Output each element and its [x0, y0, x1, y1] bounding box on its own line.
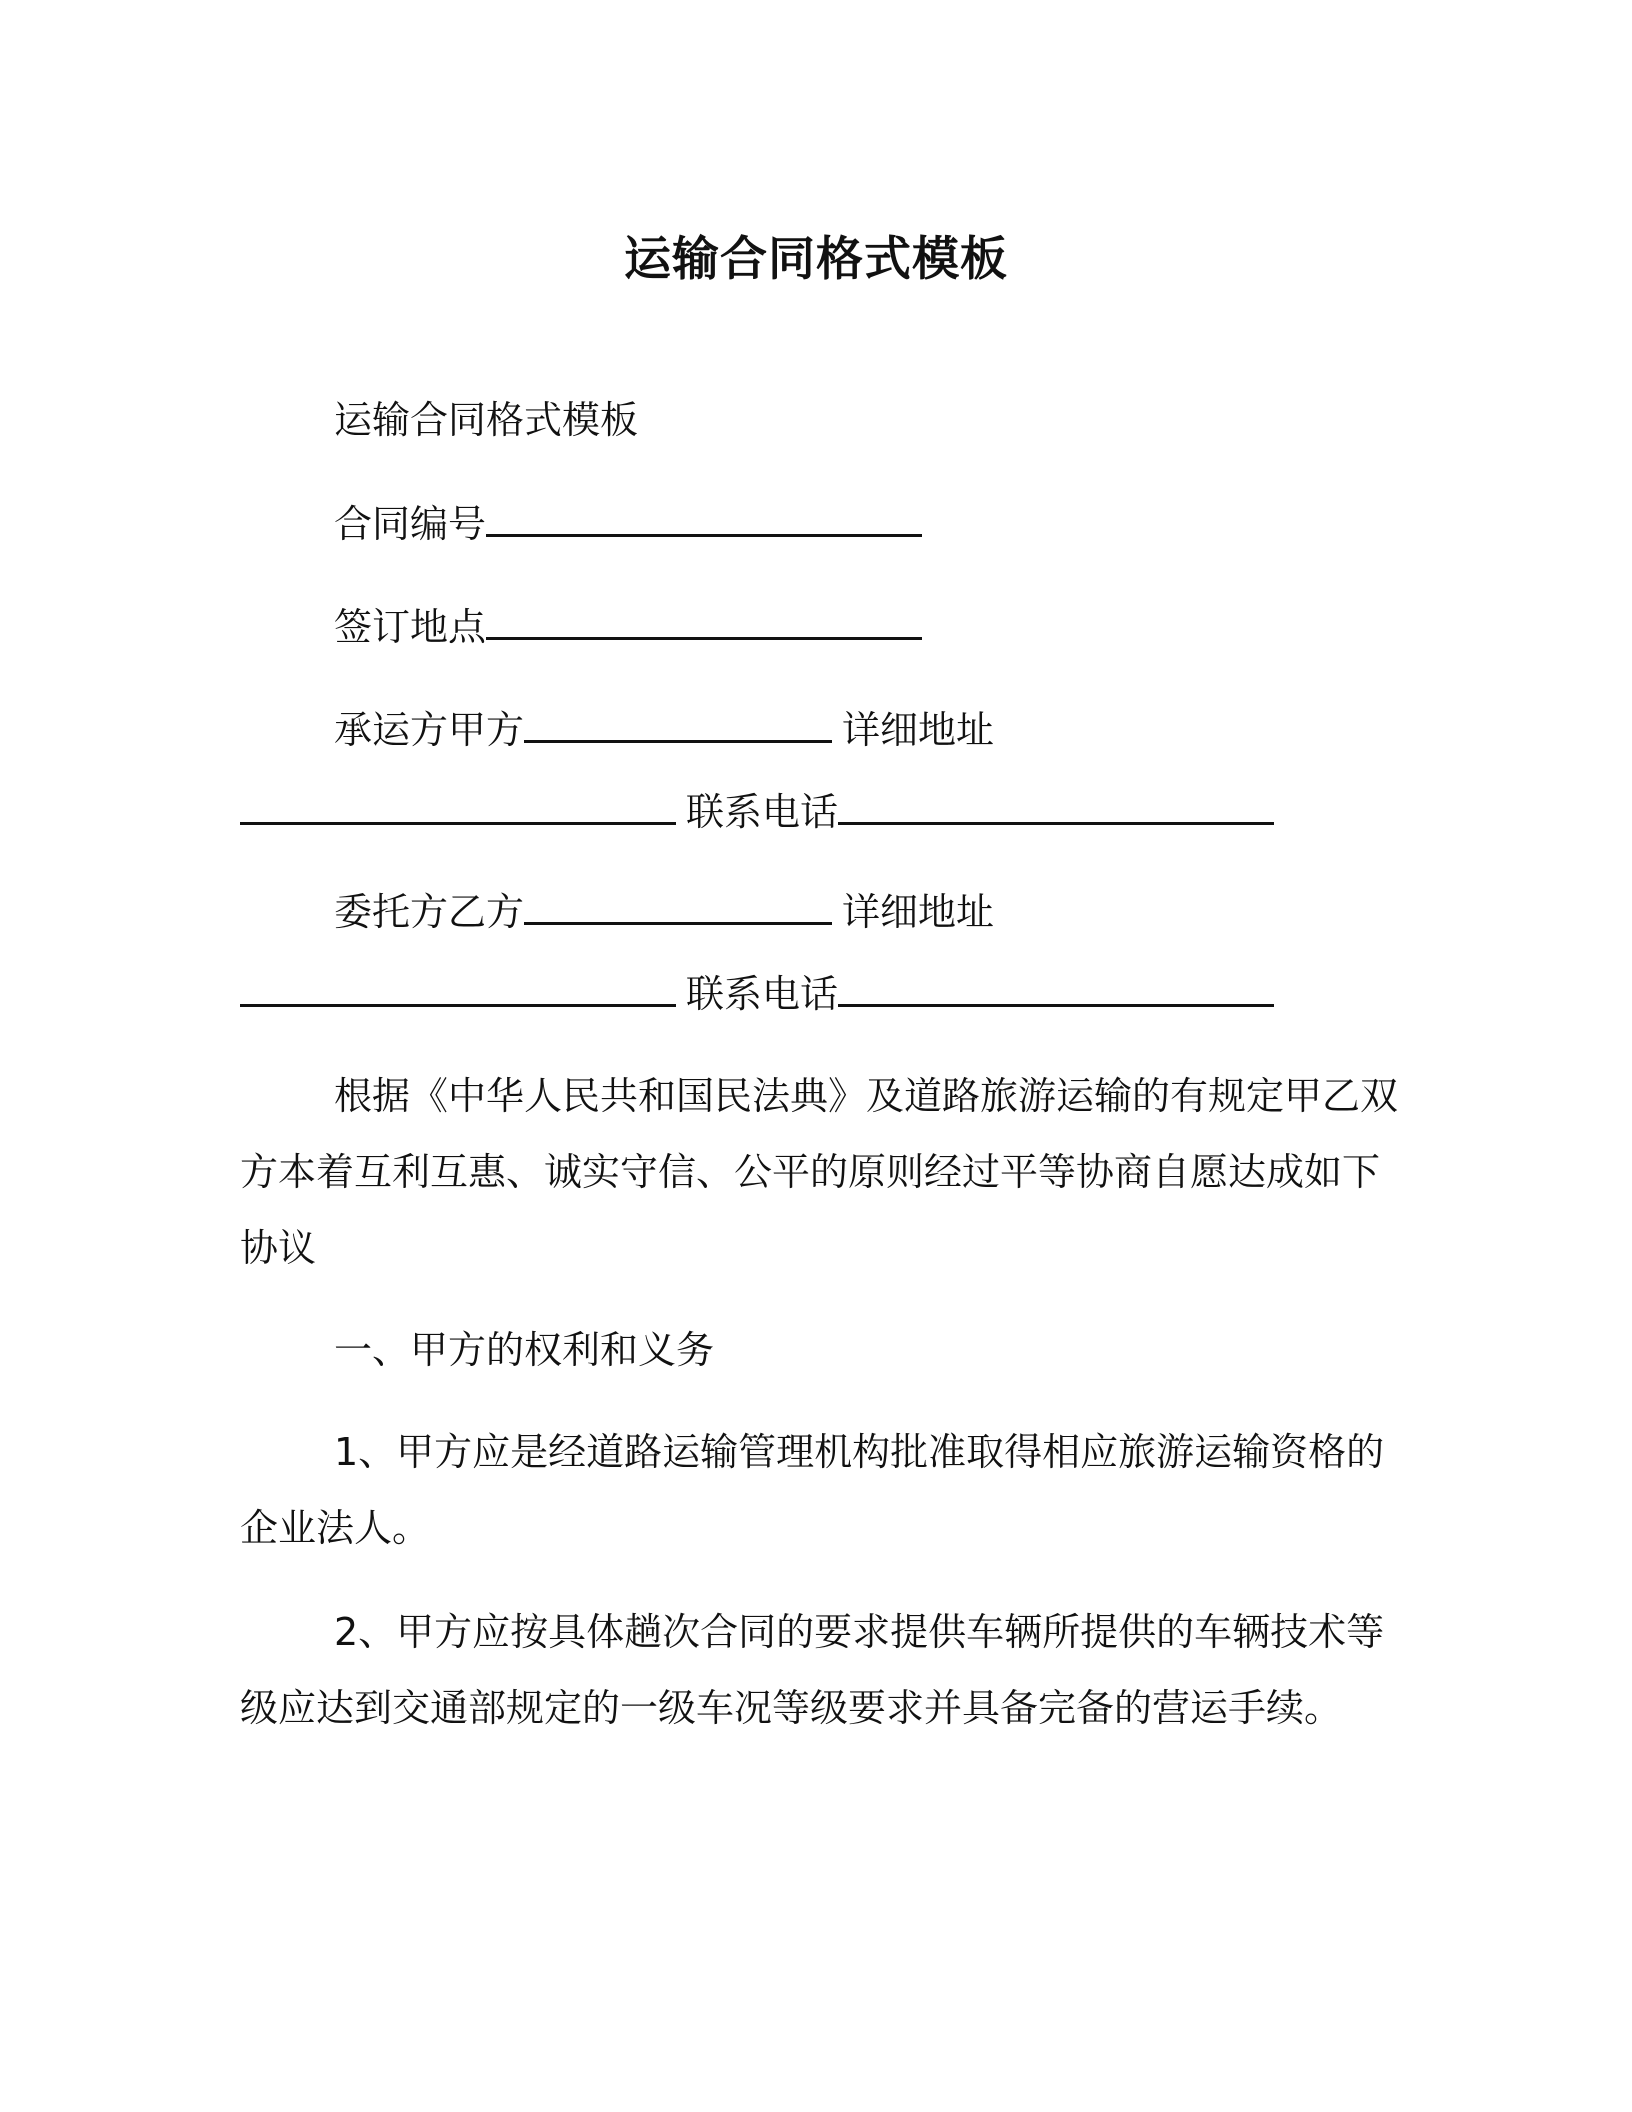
carrier-phone-blank	[838, 790, 1274, 825]
contract-number-field	[240, 500, 1474, 548]
carrier-address-blank	[240, 790, 676, 825]
intro-line-2: 方本着互利互惠、诚实守信、公平的原则经过平等协商自愿达成如下	[240, 1150, 1381, 1194]
consignor-address-blank	[240, 972, 676, 1007]
consignor-phone-label: 联系电话	[686, 972, 839, 1016]
item-1-line-1: 1、甲方应是经道路运输管理机构批准取得相应旅游运输资格的	[334, 1430, 1385, 1474]
contract-number-label: 合同编号	[334, 502, 487, 546]
carrier-label: 承运方甲方	[334, 708, 525, 752]
carrier-name-blank	[524, 708, 832, 743]
sign-place-label: 签订地点	[334, 605, 487, 649]
item-1-line-2: 企业法人。	[240, 1506, 431, 1550]
section-1-heading: 一、甲方的权利和义务	[334, 1328, 715, 1372]
consignor-address-label: 详细地址	[842, 890, 995, 934]
consignor-contact-row	[240, 970, 1380, 1018]
item-2-line-2: 级应达到交通部规定的一级车况等级要求并具备完备的营运手续。	[240, 1686, 1343, 1730]
carrier-address-label: 详细地址	[842, 708, 995, 752]
item-2-line-1: 2、甲方应按具体趟次合同的要求提供车辆所提供的车辆技术等	[334, 1610, 1385, 1654]
sign-place-blank	[486, 605, 922, 640]
carrier-field	[240, 706, 1474, 754]
document-title: 运输合同格式模板	[624, 232, 1008, 287]
intro-line-1: 根据《中华人民共和国民法典》及道路旅游运输的有规定甲乙双	[334, 1074, 1399, 1118]
consignor-label: 委托方乙方	[334, 890, 525, 934]
intro-line-3: 协议	[240, 1226, 317, 1270]
consignor-name-blank	[524, 890, 832, 925]
document-subtitle: 运输合同格式模板	[334, 398, 639, 442]
consignor-field	[240, 888, 1474, 936]
carrier-phone-label: 联系电话	[686, 790, 839, 834]
sign-place-field	[240, 603, 1474, 651]
contract-number-blank	[486, 502, 922, 537]
carrier-contact-row	[240, 788, 1380, 836]
consignor-phone-blank	[838, 972, 1274, 1007]
